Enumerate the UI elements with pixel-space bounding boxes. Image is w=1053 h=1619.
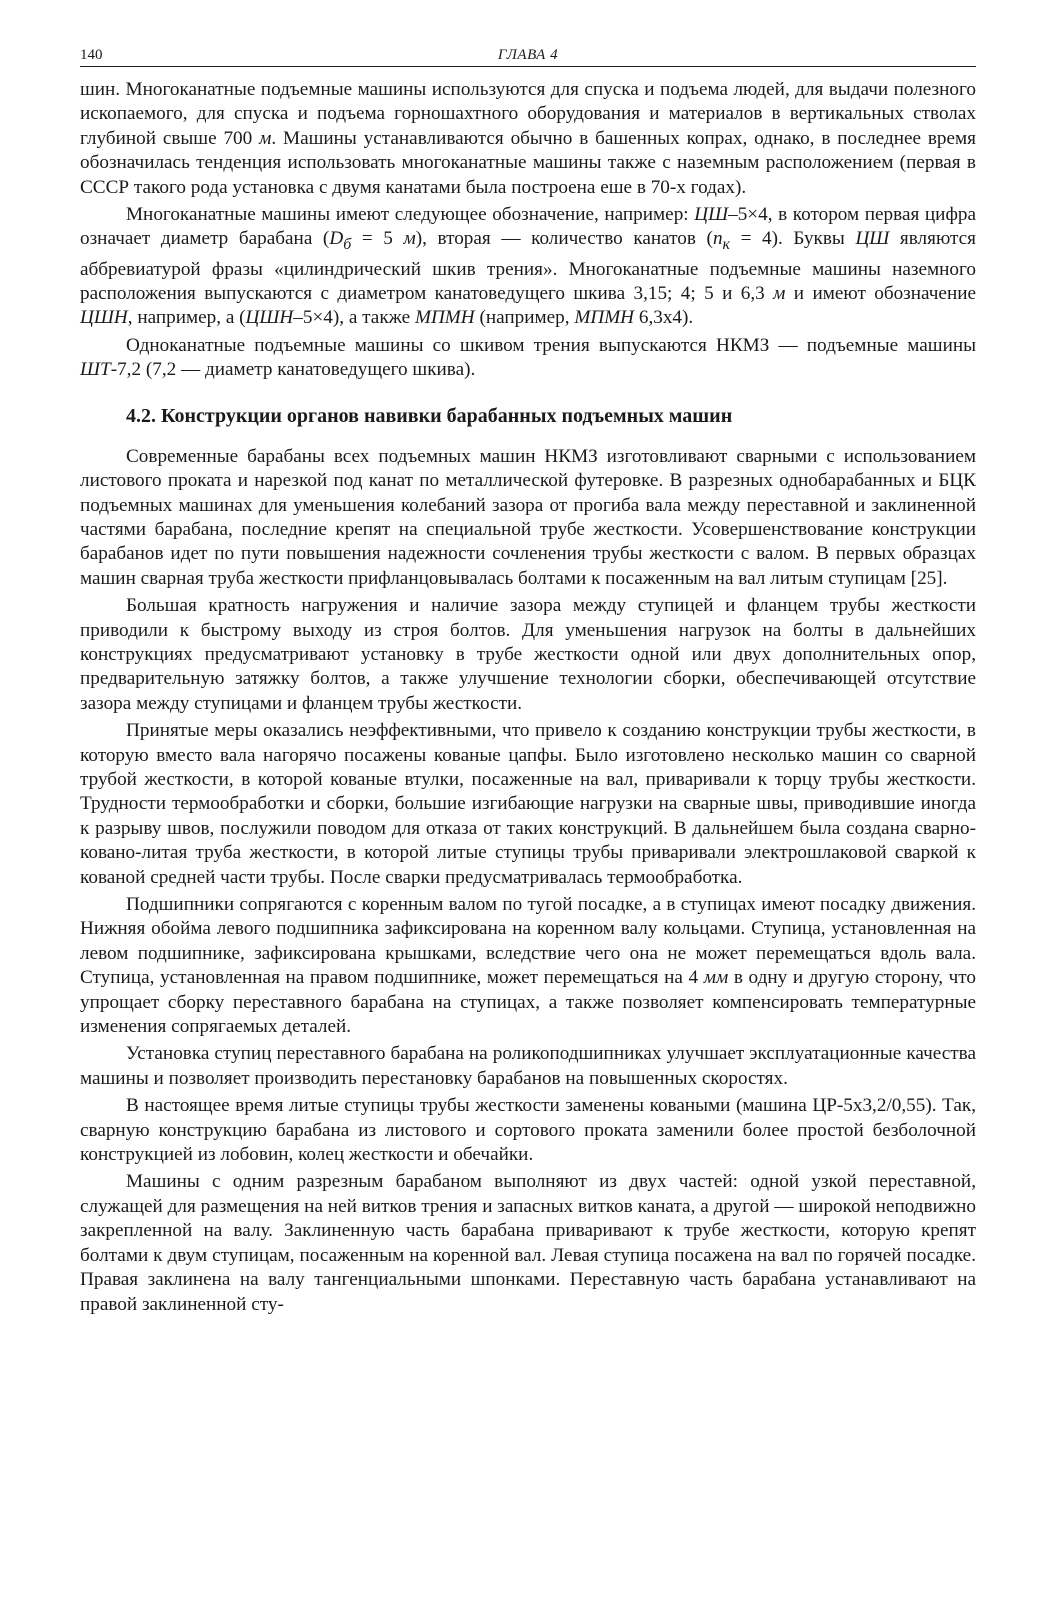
paragraph: Одноканатные подъемные машины со шкивом трения выпускаются НКМЗ — подъемные машины ШТ-7,2 (7,2 — диаметр канатоведущего шкива). bbox=[80, 334, 976, 381]
italic-text: м bbox=[773, 283, 786, 305]
paragraph: шин. Многоканатные подъемные машины используются для спуска и подъема людей, для выдачи полезного ископаемого, для спуска и подъема горношахтного оборудования и материалов в вертикальных стволах глубиной свыше 700 м. Машины устанавливаются обычно в башенных копрах, однако, в последнее время обозначилась тенденция использовать многоканатные машины также с наземным расположением (первая в СССР такого рода установка с двумя канатами была построена еше в 70-х годах). bbox=[80, 79, 977, 198]
italic-text: МПМН bbox=[574, 307, 635, 329]
italic-text: м bbox=[259, 127, 272, 149]
italic-text: n bbox=[712, 228, 723, 250]
section-paragraphs bbox=[80, 445, 976, 1317]
italic-text: ЦШН bbox=[80, 307, 128, 329]
subscript-text: к bbox=[722, 236, 731, 254]
page-number: 140 bbox=[80, 47, 103, 63]
paragraph: Современные барабаны всех подъемных машин НКМЗ изготовливают сварными с использованием листового проката и нарезкой под канат по металлической футеровке. В разрезных однобарабанных и БЦК подъемных машинах для уменьшения колебаний зазора от прогиба вала между переставной и заклиненной частями барабана, последние крепят на специальной трубе жесткости. Усовершенствование конструкции барабанов идет по пути повышения надежности сочленения трубы жесткости с валом. В первых образцах машин сварная труба жесткости прифланцовывалась болтами к посаженным на вал литым ступицам [25]. bbox=[80, 445, 976, 589]
page-body bbox=[80, 78, 976, 1317]
italic-text: ЦШ bbox=[855, 228, 890, 250]
italic-text: ЦШ bbox=[694, 204, 729, 226]
paragraph: Машины с одним разрезным барабаном выполняют из двух частей: одной узкой переставной, служащей для размещения на ней витков трения и запасных витков каната, а другой — широкой неподвижно закрепленной на валу. Заклиненную часть барабана приваривают к трубе жесткости, которую крепят болтами к двум ступицам, посаженным на коренной вал. Левая ступица посажена на вал по горячей посадке. Правая заклинена на валу тангенциальными шпонками. Переставную часть барабана устанавливают на правой заклиненной сту- bbox=[80, 1171, 976, 1315]
italic-text: МПМН bbox=[414, 307, 475, 329]
italic-text: мм bbox=[703, 967, 729, 989]
paragraph: Большая кратность нагружения и наличие зазора между ступицей и фланцем трубы жесткости приводили к быстрому выходу из строя болтов. Для уменьшения нагрузок на болты в дальнейших конструкциях предусматривают установку в трубе жесткости одной или двух дополнительных опор, предварительную затяжку болтов, а также улучшение технологии сборки, обеспечивающей отсутствие зазора между ступицами и фланцем трубы жесткости. bbox=[80, 595, 976, 714]
italic-text: ЦШН bbox=[245, 307, 294, 329]
paragraph: Установка ступиц переставного барабана на роликоподшипниках улучшает эксплуатационные качества машины и позволяет производить перестановку барабанов на повышенных скоростях. bbox=[80, 1043, 976, 1089]
section-heading: 4.2. Конструкции органов навивки барабанных подъемных машин bbox=[126, 404, 733, 427]
italic-text: D bbox=[329, 228, 344, 250]
paragraph: Подшипники сопрягаются с коренным валом по тугой посадке, а в ступицах имеют посадку движения. Нижняя обойма левого подшипника зафиксирована на коренном валу кольцами. Ступица, установленная на левом подшипнике, зафиксирована крышками, вследствие чего она не может перемещаться вдоль вала. Ступица, установленная на правом подшипнике, может перемещаться на 4 мм в одну и другую сторону, что упрощает сборку переставного барабана на ступицах, а также позволяет компенсировать температурные изменения сопрягаемых деталей. bbox=[80, 894, 976, 1038]
book-page bbox=[80, 44, 976, 1317]
paragraph: В настоящее время литые ступицы трубы жесткости заменены коваными (машина ЦР-5х3,2/0,55). Так, сварную конструкцию барабана из листового и сортового проката заменили более простой безболочной конструкцией из лобовин, колец жесткости и обечайки. bbox=[80, 1095, 976, 1166]
paragraph: Принятые меры оказались неэффективными, что привело к созданию конструкции трубы жесткости, в которую вместо вала нагорячо посажены кованые цапфы. Было изготовлено несколько машин со сварной трубой жесткости, в которой кованые втулки, посаженные на вал, приваривали к торцу трубы жесткости. Трудности термообработки и сборки, большие изгибающие нагрузки на сварные швы, приводившие иногда к разрыву швов, послужили поводом для отказа от таких конструкций. В дальнейшем была создана сварно-ковано-литая труба жесткости, в которой литые ступицы трубы приваривали электрошлаковой сваркой к кованой средней части трубы. После сварки предусматривалась термообработка. bbox=[80, 720, 976, 888]
chapter-title: ГЛАВА 4 bbox=[497, 47, 559, 63]
paragraph: Многоканатные машины имеют следующее обозначение, например: ЦШ–5×4, в котором первая цифра означает диаметр барабана ($D_б = 5$ м), вторая — количество канатов $(n_к = 4)$. Буквы ЦШ являются аббревиатурой фразы «цилиндрический шкив трения». Многоканатные подъемные машины наземного расположения выпускаются с диаметром канатоведущего шкива 3,15; 4; 5 и 6,3 м и имеют обозначение ЦШН, например, а (ЦШН–5×4), а также МПМН (например, МПМН 6,3х4). bbox=[80, 204, 976, 329]
italic-text: ШТ bbox=[80, 359, 111, 381]
italic-text: м bbox=[403, 228, 416, 250]
running-head bbox=[80, 44, 976, 67]
subscript-text: б bbox=[343, 236, 352, 254]
intro-paragraphs bbox=[80, 78, 976, 383]
